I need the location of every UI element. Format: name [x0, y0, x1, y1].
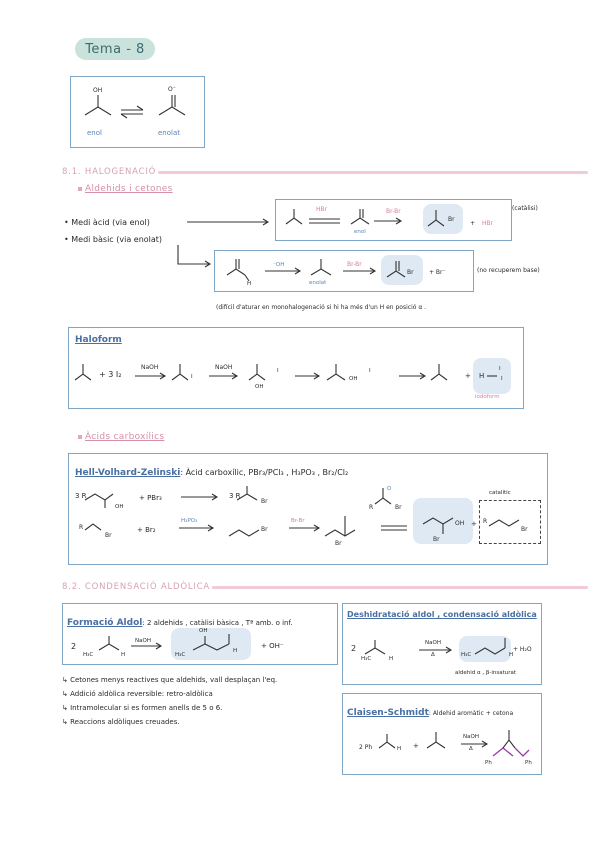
plus-br-label: + Br⁻ — [429, 269, 446, 276]
plus-oh-label: + OH⁻ — [261, 642, 284, 650]
o-label: O — [387, 486, 392, 492]
iodine-label: I — [369, 368, 371, 374]
iodoform-label: iodoform — [475, 394, 500, 400]
aldol-title: Formació Aldol — [67, 618, 143, 628]
row1-product-coef: 3 R — [229, 492, 241, 500]
note-item: ↳ Reaccions aldòliques creuades. — [62, 718, 180, 726]
h-label: H — [247, 281, 252, 287]
naoh-label: NaOH — [425, 640, 441, 646]
plus-sign: + — [465, 372, 471, 380]
r-label: R — [483, 518, 488, 525]
ph-label: Ph — [525, 760, 532, 766]
claisen-box — [342, 693, 542, 775]
h3c-label: H₃C — [461, 652, 472, 658]
h3c-label: H₃C — [175, 652, 186, 658]
plus-sign: + — [471, 520, 477, 528]
br-label: Br — [105, 532, 112, 539]
deshidratacio-title: Deshidratació aldol , condensació aldòlica — [347, 610, 537, 619]
haloform-title: Haloform — [75, 335, 122, 345]
bullet-icon — [78, 435, 82, 439]
br-br-label: Br-Br — [291, 518, 305, 524]
r-label: R — [369, 504, 374, 511]
br-br-label: Br-Br — [347, 261, 362, 268]
note-item: ↳ Addició aldòlica reversible: retro-aldòlica — [62, 690, 213, 698]
hvz-description: : Àcid carboxílic, PBr₃/PCl₃ , H₃PO₃ , Br₂/Cl₂ — [180, 468, 349, 477]
note-item: ↳ Cetones menys reactives que aldehids, vall desplaçan l'eq. — [62, 676, 278, 684]
aldol-coef: 2 — [71, 642, 77, 651]
delta-label: Δ — [469, 746, 473, 752]
claisen-structures — [343, 694, 541, 774]
delta-label: Δ — [431, 652, 435, 658]
plus-sign: + — [470, 220, 476, 227]
oh-label: OH — [93, 87, 103, 94]
deshidr-coef: 2 — [351, 644, 357, 653]
br-label: Br — [261, 498, 268, 505]
hbr-product-label: HBr — [482, 220, 494, 227]
naoh-label-2: NaOH — [215, 364, 233, 371]
aldol-structures — [63, 604, 337, 664]
iodine-label: I — [501, 376, 503, 382]
plus-sign: + — [413, 742, 419, 750]
aldol-description: : 2 aldehids , catàlisi bàsica , Tª amb. o inf. — [142, 619, 293, 627]
hbr-label: HBr — [316, 206, 328, 213]
row1-left: 3 R — [75, 492, 87, 500]
hvz-box — [68, 453, 548, 565]
naoh-label: NaOH — [463, 734, 479, 740]
claisen-title: Claisen-Schmidt — [347, 708, 429, 718]
oh-label: OH — [199, 628, 208, 634]
h-label: H — [509, 652, 514, 658]
br-label: Br — [521, 526, 528, 533]
r-label: R — [79, 524, 84, 531]
hvz-title: Hell-Volhard-Zelinski — [75, 468, 181, 478]
acids-subtitle-text: Àcids carboxílics — [85, 432, 165, 442]
iodine-label: I — [499, 366, 501, 372]
basic-mechanism-box — [214, 250, 474, 292]
br-label: Br — [407, 269, 414, 276]
naoh-label: NaOH — [135, 638, 151, 644]
br-label: Br — [335, 540, 342, 547]
oh-minus-label: ⁻OH — [273, 262, 285, 268]
enol-label: enol — [87, 129, 102, 137]
enol-label: enol — [354, 229, 366, 235]
haloform-structures — [69, 328, 523, 408]
oh-label: OH — [455, 520, 465, 527]
h-label: H — [397, 746, 402, 752]
haloform-box — [68, 327, 524, 409]
no-recuperem-note: (no recuperem base) — [477, 267, 540, 274]
catalytic-label: catalític — [489, 490, 511, 496]
oh-label: OH — [255, 384, 264, 390]
acid-structures — [276, 200, 511, 240]
plus-h2o-label: + H₂O — [513, 646, 532, 653]
aldol-box — [62, 603, 338, 665]
br-label: Br — [261, 526, 268, 533]
h-label: H — [233, 648, 238, 654]
medi-basic-item: • Medi bàsic (via enolat) — [64, 235, 163, 244]
h-label: H — [479, 372, 485, 380]
br-br-label: Br-Br — [386, 208, 401, 215]
medi-acid-item: • Medi àcid (via enol) — [64, 218, 150, 227]
h-label: H — [121, 652, 126, 658]
catalisi-note: (catàlisi) — [512, 205, 538, 212]
br-label: Br — [448, 216, 455, 223]
br-label: Br — [395, 504, 402, 511]
h3c-label: H₃C — [83, 652, 94, 658]
h3c-label: H₃C — [361, 656, 372, 662]
claisen-coef: 2 Ph — [359, 744, 373, 751]
section-condensacio-title: 8.2. CONDENSACIÓ ALDÒLICA — [62, 582, 211, 592]
enolat-label: enolat — [309, 280, 327, 286]
deshidratacio-box — [342, 603, 542, 685]
note-text: Cetones menys reactives que aldehids, vall desplaçan l'eq. — [70, 676, 278, 684]
hvz-structures — [69, 454, 547, 564]
claisen-description: : Aldehid aromàtic + cetona — [428, 710, 514, 717]
h-label: H — [389, 656, 394, 662]
br-label: Br — [433, 536, 440, 543]
h3po3-label: H₃PO₃ — [181, 518, 198, 524]
note-text: Addició aldòlica reversible: retro-aldòlica — [70, 690, 213, 698]
haloform-reagent: + 3 I₂ — [99, 370, 122, 379]
iodine-label: I — [277, 368, 279, 374]
pbr3-reagent: + PBr₃ — [139, 494, 162, 502]
acids-subtitle — [78, 432, 164, 442]
notes-list — [62, 676, 277, 726]
enolat-label: enolat — [158, 129, 181, 137]
note-text: Intramolecular si es formen anells de 5 o 6. — [70, 704, 223, 712]
page-title: Tema - 8 — [75, 38, 155, 60]
iodine-label: I — [191, 374, 193, 380]
note-text: Reaccions aldòliques creuades. — [70, 718, 180, 726]
section-halogenacio-title: 8.1. HALOGENACIÓ — [62, 167, 157, 177]
unsaturated-caption: aldehid α , β-insaturat — [455, 670, 517, 676]
br2-reagent: + Br₂ — [137, 526, 156, 534]
o-minus-label: O⁻ — [168, 86, 176, 93]
naoh-label: NaOH — [141, 364, 159, 371]
acid-mechanism-box — [275, 199, 512, 241]
oh-label: OH — [349, 376, 358, 382]
oh-label: OH — [115, 504, 124, 510]
aldehids-subtitle-text: Aldehids i cetones — [85, 184, 173, 194]
note-item: ↳ Intramolecular si es formen anells de 5 o 6. — [62, 704, 223, 712]
difficult-note: (difícil d'aturar en monohalogenació si hi ha més d'un H en posició α . — [216, 304, 427, 311]
section-divider — [212, 586, 588, 589]
ph-label: Ph — [485, 760, 492, 766]
